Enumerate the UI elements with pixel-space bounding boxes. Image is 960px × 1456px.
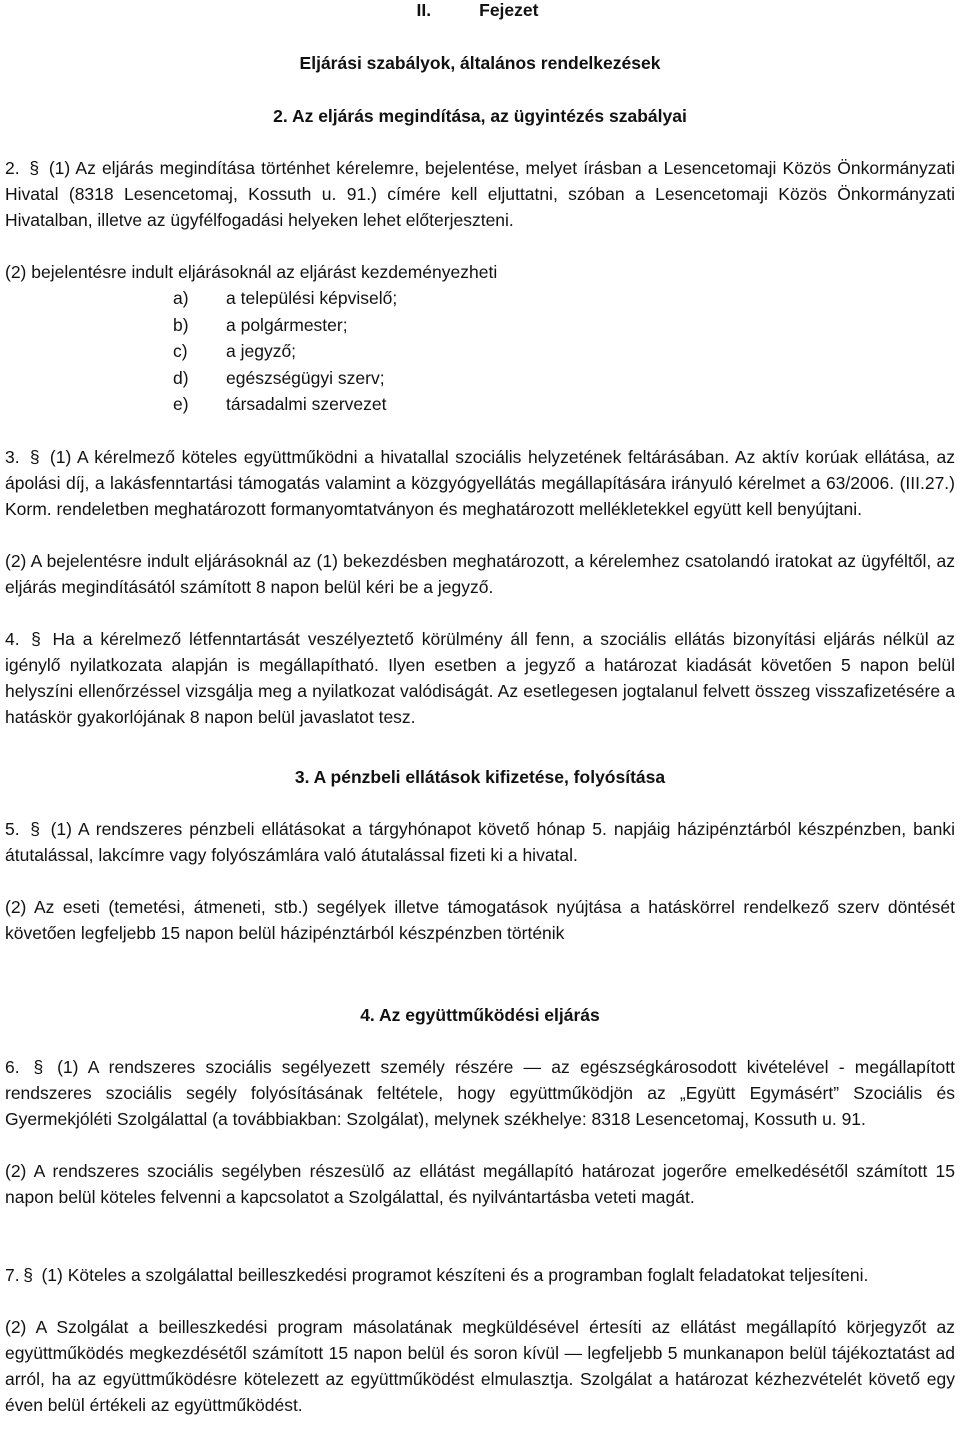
document-page (5, 0, 955, 1418)
paragraph-text: (1) Köteles a szolgálattal beilleszkedési programot készíteni és a programban foglalt feladatokat teljesíteni. (41, 1264, 869, 1285)
section-2-heading: 2. Az eljárás megindítása, az ügyintézés szabályai (273, 106, 687, 126)
list-item-label: d) (173, 367, 189, 388)
list-item-text: egészségügyi szerv; (226, 367, 385, 388)
list-item (173, 312, 955, 339)
paragraph-number: 4. (5, 628, 20, 649)
list-item-text: a jegyző; (226, 341, 297, 361)
paragraph-6-1 (5, 1054, 955, 1132)
initiator-list (173, 285, 955, 418)
main-heading: Eljárási szabályok, általános rendelkezések (299, 53, 661, 73)
section-sign: § (23, 1264, 33, 1285)
list-item-text: a települési képviselő; (226, 288, 398, 308)
chapter-title: Fejezet (479, 0, 539, 20)
list-item-text: társadalmi szervezet (226, 394, 387, 414)
paragraph-4 (5, 626, 955, 730)
paragraph-text: (1) A rendszeres szociális segélyezett személy részére — az egészségkárosodott kivételével - megállapított rendszeres szociális segély folyósításának feltétele, hogy együttműködjön az „Együtt Egymásért” Szociális és Gyermekjóléti Szolgálattal (a továbbiakban: Szolgálat), melynek székhelye: 8318 Lesencetomaj, Kossuth u. 91. (5, 1056, 955, 1129)
section-sign: § (33, 1056, 44, 1077)
list-item-label: b) (173, 314, 189, 335)
section-sign: § (29, 446, 40, 467)
paragraph-3-2: (2) A bejelentésre indult eljárásoknál az (1) bekezdésben meghatározott, a kérelemhez csatolandó iratokat az ügyféltől, az eljárás megindításától számított 8 napon belül kéri be a jegyző. (5, 550, 955, 597)
list-item-label: e) (173, 394, 189, 414)
list-item (173, 285, 955, 312)
paragraph-5-1 (5, 816, 955, 868)
paragraph-number: 6. (5, 1056, 20, 1077)
paragraph-number: 2. (5, 158, 20, 178)
section-3-heading: 3. A pénzbeli ellátások kifizetése, folyósítása (294, 766, 666, 787)
paragraph-number: 5. (5, 818, 20, 839)
paragraph-7-1 (5, 1262, 955, 1288)
list-item-text: a polgármester; (226, 314, 348, 335)
paragraph-text: (1) A kérelmező köteles együttműködni a hivatallal szociális helyzetének feltárásában. Az aktív korúak ellátása, az ápolási díj, a lakásfenntartási támogatás valamint a közgyógyellátás megállapítására irányuló kérelmet a 63/2006. (III.27.) Korm. rendeletben meghatározott formanyomtatványon és meghatározott mellékletekkel együtt kell benyújtani. (5, 446, 955, 519)
section-sign: § (30, 818, 40, 839)
section-4-heading: 4. Az együttműködési eljárás (360, 1004, 600, 1025)
paragraph-3-1 (5, 444, 955, 522)
paragraph-7-2: (2) A Szolgálat a beilleszkedési program másolatának megküldésével értesíti az ellátást megállapító körjegyzőt az együttműködés megkezdésétől számított 15 napon belül és soron kívül — legfeljebb 5 munkanapon belül tájékoztatást ad arról, ha az együttműködésre kötelezett az együttműködést elmulasztja. Szolgálat a határozat kézhezvételét követő egy éven belül értékeli az együttműködést. (5, 1316, 955, 1415)
section-sign: § (31, 628, 41, 649)
chapter-number: II. (416, 0, 432, 20)
paragraph-5-2: (2) Az eseti (temetési, átmeneti, stb.) segélyek illetve támogatások nyújtása a hatáskörrel rendelkező szerv döntését követően legfeljebb 15 napon belül házipénztárból készpénzben történik (5, 896, 955, 943)
paragraph-2-2-intro: (2) bejelentésre indult eljárásoknál az eljárást kezdeményezheti (5, 262, 498, 282)
list-item-label: a) (173, 288, 189, 308)
paragraph-number: 3. (5, 446, 20, 467)
paragraph-text: (1) A rendszeres pénzbeli ellátásokat a tárgyhónapot követő hónap 5. napjáig házipénztárból készpénzben, banki átutalással, lakcímre vagy folyószámlára való átutalással fizeti ki a hivatal. (5, 818, 955, 865)
paragraph-6-2: (2) A rendszeres szociális segélyben részesülő az ellátást megállapító határozat jogerőre emelkedésétől számított 15 napon belül köteles felvenni a kapcsolatot a Szolgálattal, és nyilvántartásba veteti magát. (5, 1160, 955, 1207)
chapter-heading (0, 0, 955, 23)
paragraph-number: 7. (5, 1264, 20, 1285)
list-item (173, 338, 955, 365)
list-item (173, 391, 955, 418)
section-sign: § (29, 158, 40, 178)
paragraph-2-1 (5, 155, 955, 233)
paragraph-text: Ha a kérelmező létfenntartását veszélyeztető körülmény áll fenn, a szociális ellátás bizonyítási eljárás nélkül az igénylő nyilatkozata alapján is megállapítható. Ilyen esetben a jegyző a határozat kiadását követően 5 napon belül helyszíni ellenőrzéssel vizsgálja meg a nyilatkozat valódiságát. Az esetlegesen jogtalanul felvett összeg visszafizetésére a hatáskör gyakorlójának 8 napon belül javaslatot tesz. (5, 628, 955, 727)
list-item (173, 365, 955, 392)
paragraph-text: (1) Az eljárás megindítása történhet kérelemre, bejelentése, melyet írásban a Lesencetomaji Közös Önkormányzati Hivatal (8318 Lesencetomaj, Kossuth u. 91.) címére kell eljuttatni, szóban a Lesencetomaji Közös Önkormányzati Hivatalban, illetve az ügyfélfogadási helyeken lehet előterjeszteni. (5, 158, 955, 230)
list-item-label: c) (173, 341, 188, 361)
